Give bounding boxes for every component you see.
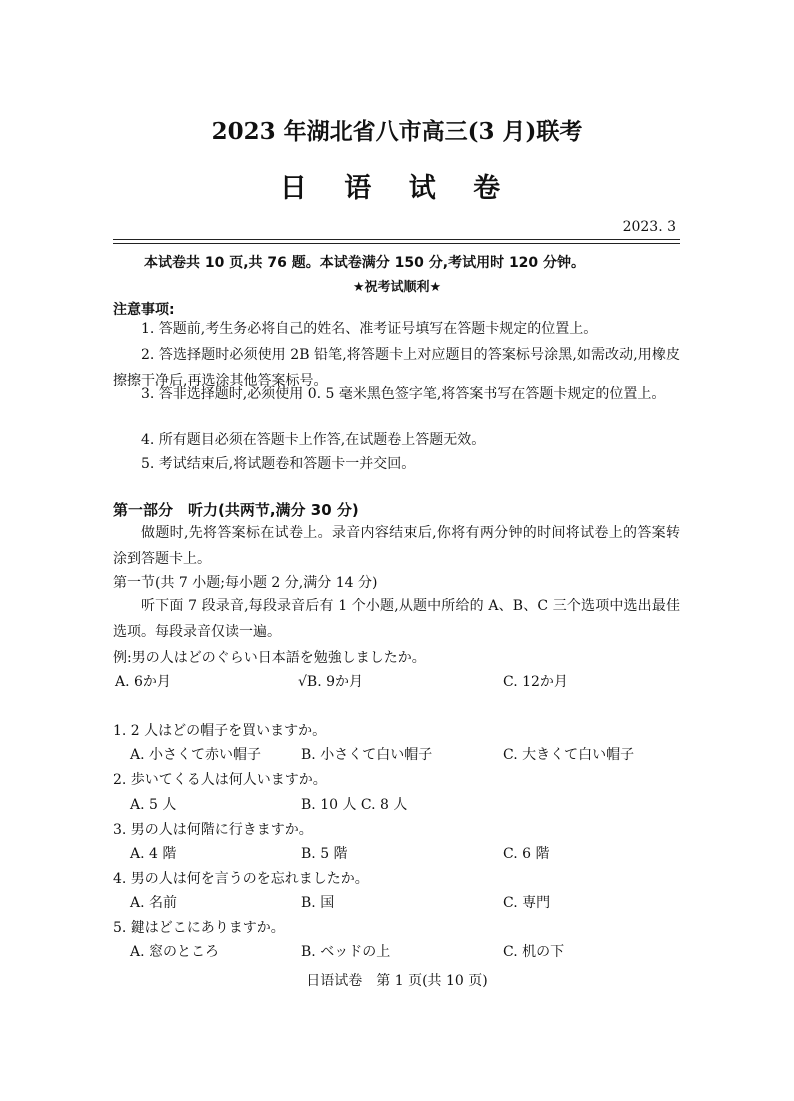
question-2: 2. 歩いてくる人は何人いますか。 <box>113 772 327 788</box>
question-5-option-c: C. 机の下 <box>503 944 565 960</box>
subject-title: 日 语 试 卷 <box>279 173 515 204</box>
question-3-option-a: A. 4 階 <box>130 846 177 862</box>
question-3: 3. 男の人は何階に行きますか。 <box>113 822 313 838</box>
section1-instructions: 听下面 7 段录音,每段录音后有 1 个小题,从题中所给的 A、B、C 三个选项中选出最佳选项。每段录音仅读一遍。 <box>113 598 680 640</box>
example-question: 例:男の人はどのぐらい日本語を勉強しましたか。 <box>113 650 426 666</box>
page-footer: 日语试卷 第 1 页(共 10 页) <box>306 973 488 989</box>
question-5-option-a: A. 窓のところ <box>130 944 220 960</box>
exam-date: 2023. 3 <box>622 219 676 235</box>
notice-item: 5. 考试结束后,将试题卷和答题卡一并交回。 <box>141 456 416 472</box>
question-1-option-c: C. 大きくて白い帽子 <box>503 747 635 763</box>
header-rule-thick <box>113 239 680 240</box>
section1-heading: 第一节(共 7 小题;每小题 2 分,满分 14 分) <box>113 575 378 591</box>
notice-item: 1. 答题前,考生务必将自己的姓名、准考证号填写在答题卡规定的位置上。 <box>141 321 598 337</box>
question-1-option-a: A. 小さくて赤い帽子 <box>130 747 262 763</box>
question-4-option-a: A. 名前 <box>130 895 178 911</box>
example-option-c: C. 12か月 <box>503 674 568 690</box>
part1-instructions: 做题时,先将答案标在试卷上。录音内容结束后,你将有两分钟的时间将试卷上的答案转涂到答题卡上。 <box>113 525 680 567</box>
question-5: 5. 鍵はどこにありますか。 <box>113 920 285 936</box>
notice-item: 3. 答非选择题时,必须使用 0. 5 毫米黑色签字笔,将答案书写在答题卡规定的位置上。 <box>141 386 666 402</box>
exam-title: 2023 年湖北省八市高三(3 月)联考 <box>211 118 583 145</box>
part1-heading: 第一部分 听力(共两节,满分 30 分) <box>113 501 359 519</box>
question-1-option-b: B. 小さくて白い帽子 <box>301 747 433 763</box>
example-option-b: √B. 9か月 <box>298 674 364 690</box>
question-3-option-c: C. 6 階 <box>503 846 550 862</box>
exam-summary: 本试卷共 10 页,共 76 题。本试卷满分 150 分,考试用时 120 分钟。 <box>144 255 586 271</box>
notice-heading: 注意事项: <box>113 302 175 318</box>
notice-item: 4. 所有题目必须在答题卡上作答,在试题卷上答题无效。 <box>141 432 486 448</box>
question-5-option-b: B. ベッドの上 <box>301 944 391 960</box>
question-4-option-b: B. 国 <box>301 895 335 911</box>
question-1: 1. 2 人はどの帽子を買いますか。 <box>113 723 327 739</box>
question-4: 4. 男の人は何を言うのを忘れましたか。 <box>113 871 369 887</box>
question-4-option-c: C. 専門 <box>503 895 551 911</box>
good-luck-banner: ★祝考试顺利★ <box>352 280 442 295</box>
question-3-option-b: B. 5 階 <box>301 846 348 862</box>
question-2-option-bc: B. 10 人 C. 8 人 <box>301 797 408 813</box>
header-rule-thin <box>113 243 680 244</box>
notice-item: 2. 答选择题时必须使用 2B 铅笔,将答题卡上对应题目的答案标号涂黑,如需改动,用橡皮擦擦干净后,再选涂其他答案标号。 <box>113 347 680 389</box>
question-2-option-a: A. 5 人 <box>130 797 177 813</box>
example-option-a: A. 6か月 <box>115 674 171 690</box>
